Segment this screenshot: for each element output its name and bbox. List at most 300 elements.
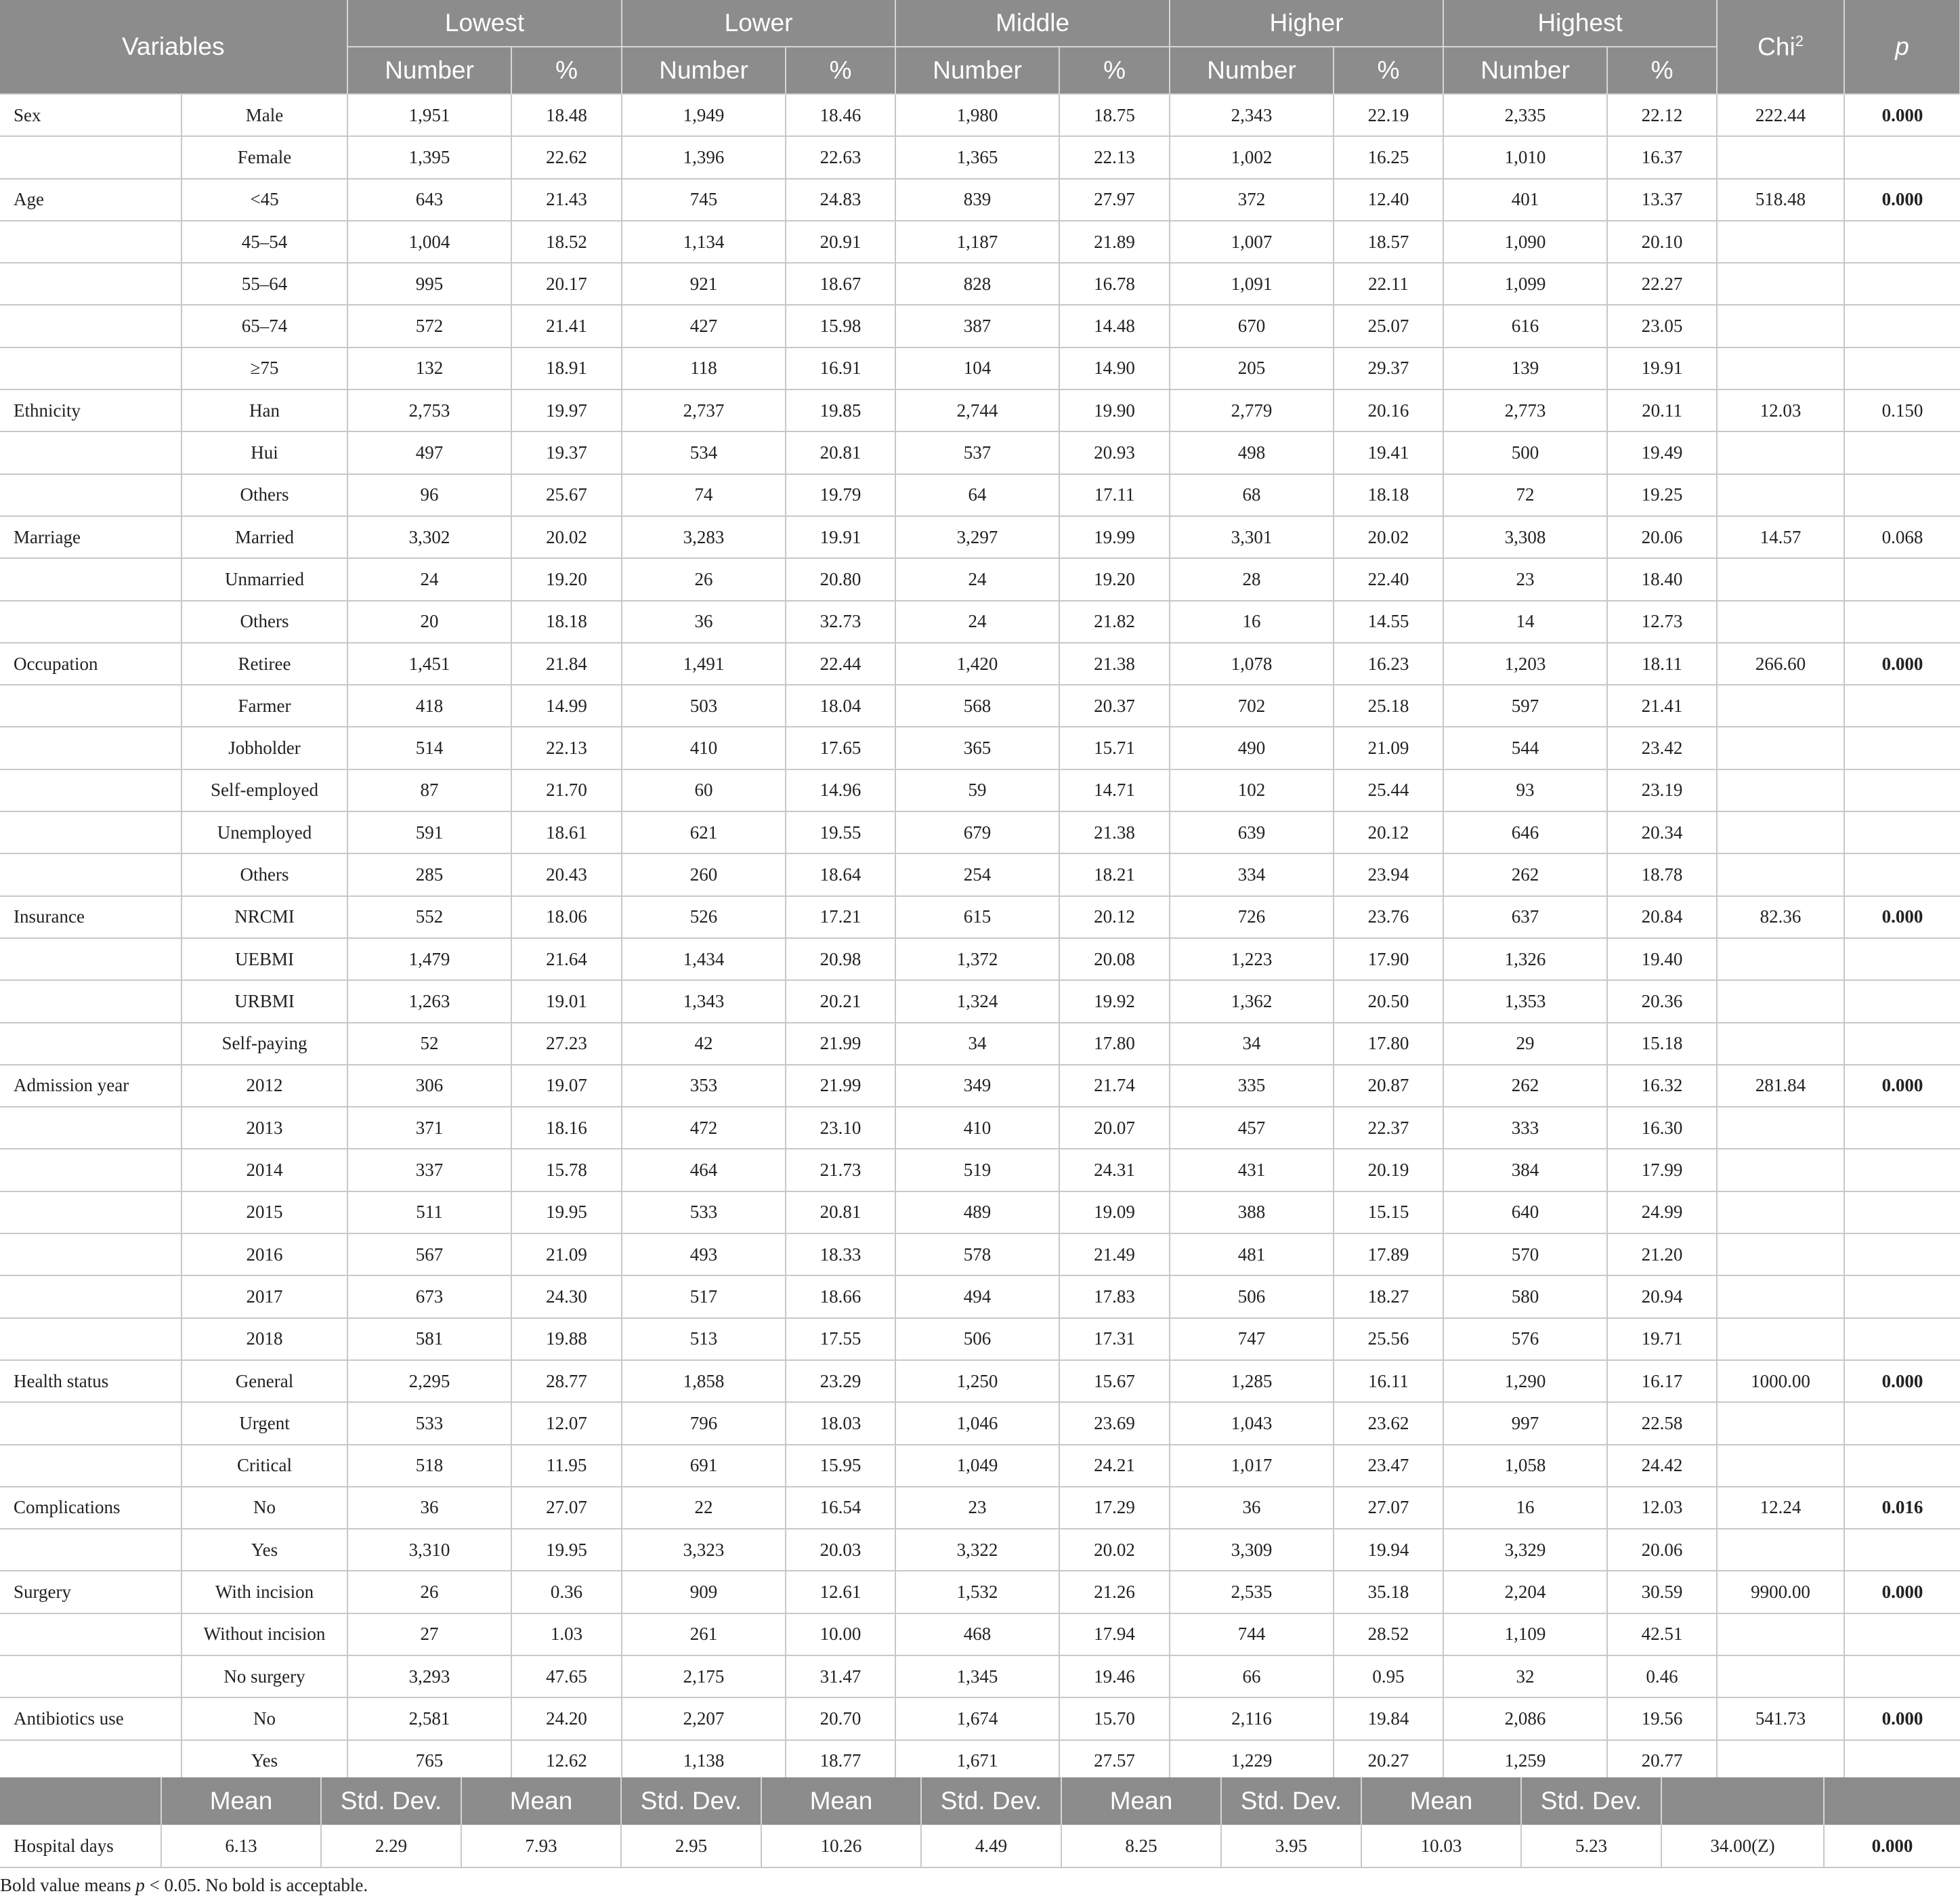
percent-cell: 16.11 bbox=[1334, 1360, 1443, 1402]
table-row bbox=[0, 980, 1960, 1022]
number-cell: 1,420 bbox=[895, 643, 1059, 685]
p-value: 0.000 bbox=[1844, 179, 1960, 221]
number-cell: 2,335 bbox=[1443, 94, 1607, 136]
table-header bbox=[0, 0, 1960, 94]
number-cell: 260 bbox=[622, 853, 786, 895]
number-cell: 365 bbox=[895, 727, 1059, 769]
percent-cell: 22.40 bbox=[1334, 558, 1443, 600]
percent-cell: 21.74 bbox=[1059, 1065, 1170, 1107]
number-cell: 490 bbox=[1170, 727, 1334, 769]
percent-cell: 22.19 bbox=[1334, 94, 1443, 136]
percent-cell: 24.31 bbox=[1059, 1149, 1170, 1191]
percent-cell: 11.95 bbox=[511, 1445, 622, 1487]
percent-cell: 18.33 bbox=[786, 1233, 895, 1275]
table-row bbox=[0, 516, 1960, 558]
percent-cell: 23.69 bbox=[1059, 1402, 1170, 1444]
category-label: With incision bbox=[182, 1571, 347, 1613]
number-cell: 72 bbox=[1443, 474, 1607, 516]
percent-cell: 16.54 bbox=[786, 1487, 895, 1529]
number-cell: 3,310 bbox=[347, 1529, 511, 1571]
percent-cell: 23.29 bbox=[786, 1360, 895, 1402]
percent-cell: 20.03 bbox=[786, 1529, 895, 1571]
variable-label bbox=[0, 769, 182, 811]
category-label: Unmarried bbox=[182, 558, 347, 600]
header-group-highest: Highest bbox=[1443, 0, 1717, 47]
category-label: 2018 bbox=[182, 1318, 347, 1360]
percent-cell: 22.13 bbox=[511, 727, 622, 769]
mean-header-row bbox=[0, 1777, 1960, 1825]
number-cell: 500 bbox=[1443, 431, 1607, 473]
p-value bbox=[1844, 769, 1960, 811]
number-cell: 28 bbox=[1170, 558, 1334, 600]
category-label: Yes bbox=[182, 1529, 347, 1571]
percent-cell: 19.91 bbox=[1607, 347, 1717, 389]
percent-cell: 16.25 bbox=[1334, 136, 1443, 178]
category-label: Unemployed bbox=[182, 811, 347, 853]
number-cell: 371 bbox=[347, 1107, 511, 1149]
header-p: p bbox=[1844, 0, 1960, 94]
variable-label: Complications bbox=[0, 1487, 182, 1529]
number-cell: 580 bbox=[1443, 1275, 1607, 1317]
chi-value bbox=[1717, 558, 1844, 600]
header-number: Number bbox=[622, 47, 786, 94]
mean-value: 10.03 bbox=[1361, 1825, 1521, 1867]
table-row bbox=[0, 1233, 1960, 1275]
number-cell: 796 bbox=[622, 1402, 786, 1444]
category-label: Urgent bbox=[182, 1402, 347, 1444]
number-cell: 2,535 bbox=[1170, 1571, 1334, 1613]
number-cell: 3,309 bbox=[1170, 1529, 1334, 1571]
percent-cell: 18.91 bbox=[511, 347, 622, 389]
percent-cell: 20.77 bbox=[1607, 1740, 1717, 1782]
category-label: 65–74 bbox=[182, 305, 347, 347]
percent-cell: 23.05 bbox=[1607, 305, 1717, 347]
percent-cell: 30.59 bbox=[1607, 1571, 1717, 1613]
number-cell: 262 bbox=[1443, 853, 1607, 895]
p-value bbox=[1844, 1149, 1960, 1191]
number-cell: 59 bbox=[895, 769, 1059, 811]
number-cell: 511 bbox=[347, 1191, 511, 1233]
category-label: 2015 bbox=[182, 1191, 347, 1233]
percent-cell: 16.37 bbox=[1607, 136, 1717, 178]
percent-cell: 14.96 bbox=[786, 769, 895, 811]
table-row bbox=[0, 1149, 1960, 1191]
number-cell: 519 bbox=[895, 1149, 1059, 1191]
percent-cell: 21.09 bbox=[511, 1233, 622, 1275]
chi-value bbox=[1717, 431, 1844, 473]
percent-cell: 17.11 bbox=[1059, 474, 1170, 516]
percent-cell: 19.90 bbox=[1059, 389, 1170, 431]
number-cell: 534 bbox=[622, 431, 786, 473]
percent-cell: 18.61 bbox=[511, 811, 622, 853]
percent-cell: 31.47 bbox=[786, 1655, 895, 1697]
number-cell: 1,046 bbox=[895, 1402, 1059, 1444]
std-header: Std. Dev. bbox=[921, 1777, 1061, 1825]
percent-cell: 19.95 bbox=[511, 1529, 622, 1571]
percent-cell: 24.20 bbox=[511, 1697, 622, 1739]
variable-label bbox=[0, 431, 182, 473]
percent-cell: 27.07 bbox=[511, 1487, 622, 1529]
p-value bbox=[1844, 1402, 1960, 1444]
number-cell: 544 bbox=[1443, 727, 1607, 769]
percent-cell: 27.23 bbox=[511, 1023, 622, 1065]
variable-label bbox=[0, 1740, 182, 1782]
percent-cell: 20.08 bbox=[1059, 938, 1170, 980]
number-cell: 497 bbox=[347, 431, 511, 473]
number-cell: 745 bbox=[622, 179, 786, 221]
percent-cell: 23.10 bbox=[786, 1107, 895, 1149]
mean-header: Mean bbox=[761, 1777, 921, 1825]
chi-value bbox=[1717, 1529, 1844, 1571]
number-cell: 995 bbox=[347, 263, 511, 305]
p-value bbox=[1844, 980, 1960, 1022]
number-cell: 3,293 bbox=[347, 1655, 511, 1697]
p-value bbox=[1844, 1318, 1960, 1360]
p-value bbox=[1844, 305, 1960, 347]
header-group-middle: Middle bbox=[895, 0, 1170, 47]
table-row bbox=[0, 221, 1960, 263]
chi-value bbox=[1717, 811, 1844, 853]
percent-cell: 21.49 bbox=[1059, 1233, 1170, 1275]
number-cell: 1,259 bbox=[1443, 1740, 1607, 1782]
percent-cell: 18.06 bbox=[511, 896, 622, 938]
number-cell: 1,434 bbox=[622, 938, 786, 980]
number-cell: 828 bbox=[895, 263, 1059, 305]
number-cell: 1,345 bbox=[895, 1655, 1059, 1697]
number-cell: 643 bbox=[347, 179, 511, 221]
number-cell: 615 bbox=[895, 896, 1059, 938]
percent-cell: 17.94 bbox=[1059, 1613, 1170, 1655]
percent-cell: 19.85 bbox=[786, 389, 895, 431]
percent-cell: 20.12 bbox=[1059, 896, 1170, 938]
percent-cell: 19.99 bbox=[1059, 516, 1170, 558]
number-cell: 34 bbox=[895, 1023, 1059, 1065]
percent-cell: 19.55 bbox=[786, 811, 895, 853]
category-label: 45–54 bbox=[182, 221, 347, 263]
category-label: 55–64 bbox=[182, 263, 347, 305]
p-value: 0.000 bbox=[1844, 643, 1960, 685]
table-row bbox=[0, 1571, 1960, 1613]
mean-header: Mean bbox=[161, 1777, 321, 1825]
variable-label bbox=[0, 853, 182, 895]
percent-cell: 19.25 bbox=[1607, 474, 1717, 516]
chi-value bbox=[1717, 1318, 1844, 1360]
number-cell: 1,007 bbox=[1170, 221, 1334, 263]
percent-cell: 17.80 bbox=[1059, 1023, 1170, 1065]
number-cell: 909 bbox=[622, 1571, 786, 1613]
table-row bbox=[0, 1360, 1960, 1402]
number-cell: 568 bbox=[895, 685, 1059, 727]
number-cell: 552 bbox=[347, 896, 511, 938]
percent-cell: 16.23 bbox=[1334, 643, 1443, 685]
category-label: Others bbox=[182, 853, 347, 895]
category-label: 2012 bbox=[182, 1065, 347, 1107]
number-cell: 691 bbox=[622, 1445, 786, 1487]
chi-value bbox=[1717, 980, 1844, 1022]
number-cell: 96 bbox=[347, 474, 511, 516]
table-row bbox=[0, 1445, 1960, 1487]
mean-value: 6.13 bbox=[161, 1825, 321, 1867]
number-cell: 1,949 bbox=[622, 94, 786, 136]
number-cell: 702 bbox=[1170, 685, 1334, 727]
table-row bbox=[0, 474, 1960, 516]
percent-cell: 19.07 bbox=[511, 1065, 622, 1107]
table-row bbox=[0, 1613, 1960, 1655]
percent-cell: 21.82 bbox=[1059, 601, 1170, 643]
percent-cell: 20.02 bbox=[1059, 1529, 1170, 1571]
number-cell: 597 bbox=[1443, 685, 1607, 727]
table-row bbox=[0, 94, 1960, 136]
number-cell: 493 bbox=[622, 1233, 786, 1275]
chi-value bbox=[1717, 769, 1844, 811]
number-cell: 1,372 bbox=[895, 938, 1059, 980]
number-cell: 621 bbox=[622, 811, 786, 853]
table-row bbox=[0, 431, 1960, 473]
number-cell: 513 bbox=[622, 1318, 786, 1360]
number-cell: 673 bbox=[347, 1275, 511, 1317]
number-cell: 514 bbox=[347, 727, 511, 769]
p-value: 0.068 bbox=[1844, 516, 1960, 558]
mean-value: 7.93 bbox=[461, 1825, 621, 1867]
header-percent: % bbox=[786, 47, 895, 94]
percent-cell: 20.50 bbox=[1334, 980, 1443, 1022]
chi-value bbox=[1717, 1275, 1844, 1317]
p-value bbox=[1844, 263, 1960, 305]
category-label: Self-paying bbox=[182, 1023, 347, 1065]
percent-cell: 12.07 bbox=[511, 1402, 622, 1444]
number-cell: 591 bbox=[347, 811, 511, 853]
number-cell: 20 bbox=[347, 601, 511, 643]
category-label: Without incision bbox=[182, 1613, 347, 1655]
percent-cell: 18.04 bbox=[786, 685, 895, 727]
std-value: 2.29 bbox=[321, 1825, 461, 1867]
number-cell: 1,285 bbox=[1170, 1360, 1334, 1402]
number-cell: 16 bbox=[1443, 1487, 1607, 1529]
table-row bbox=[0, 179, 1960, 221]
number-cell: 24 bbox=[895, 558, 1059, 600]
chi-value bbox=[1717, 305, 1844, 347]
p-value: 0.000 bbox=[1844, 94, 1960, 136]
percent-cell: 18.46 bbox=[786, 94, 895, 136]
percent-cell: 17.89 bbox=[1334, 1233, 1443, 1275]
header-percent: % bbox=[1334, 47, 1443, 94]
p-value: 0.016 bbox=[1844, 1487, 1960, 1529]
header-percent: % bbox=[1607, 47, 1717, 94]
percent-cell: 20.98 bbox=[786, 938, 895, 980]
number-cell: 2,204 bbox=[1443, 1571, 1607, 1613]
number-cell: 1,263 bbox=[347, 980, 511, 1022]
table-row bbox=[0, 1023, 1960, 1065]
number-cell: 1,396 bbox=[622, 136, 786, 178]
number-cell: 2,207 bbox=[622, 1697, 786, 1739]
number-cell: 581 bbox=[347, 1318, 511, 1360]
percent-cell: 20.91 bbox=[786, 221, 895, 263]
variable-label bbox=[0, 474, 182, 516]
variable-label bbox=[0, 1275, 182, 1317]
number-cell: 1,017 bbox=[1170, 1445, 1334, 1487]
chi-value bbox=[1717, 601, 1844, 643]
number-cell: 1,138 bbox=[622, 1740, 786, 1782]
hospital-days-row bbox=[0, 1825, 1960, 1867]
percent-cell: 20.27 bbox=[1334, 1740, 1443, 1782]
percent-cell: 27.97 bbox=[1059, 179, 1170, 221]
table-row bbox=[0, 769, 1960, 811]
percent-cell: 20.93 bbox=[1059, 431, 1170, 473]
number-cell: 670 bbox=[1170, 305, 1334, 347]
number-cell: 118 bbox=[622, 347, 786, 389]
percent-cell: 0.46 bbox=[1607, 1655, 1717, 1697]
number-cell: 36 bbox=[1170, 1487, 1334, 1529]
percent-cell: 24.83 bbox=[786, 179, 895, 221]
category-label: 2017 bbox=[182, 1275, 347, 1317]
percent-cell: 24.42 bbox=[1607, 1445, 1717, 1487]
table-row bbox=[0, 1487, 1960, 1529]
percent-cell: 19.92 bbox=[1059, 980, 1170, 1022]
number-cell: 1,491 bbox=[622, 643, 786, 685]
chi-value: 541.73 bbox=[1717, 1697, 1844, 1739]
category-label: Yes bbox=[182, 1740, 347, 1782]
chi-value: 14.57 bbox=[1717, 516, 1844, 558]
p-value: 0.000 bbox=[1844, 896, 1960, 938]
number-cell: 3,297 bbox=[895, 516, 1059, 558]
number-cell: 1,250 bbox=[895, 1360, 1059, 1402]
percent-cell: 18.16 bbox=[511, 1107, 622, 1149]
percent-cell: 23.62 bbox=[1334, 1402, 1443, 1444]
percent-cell: 21.64 bbox=[511, 938, 622, 980]
p-value: 0.000 bbox=[1844, 1360, 1960, 1402]
percent-cell: 20.87 bbox=[1334, 1065, 1443, 1107]
percent-cell: 22.37 bbox=[1334, 1107, 1443, 1149]
percent-cell: 22.27 bbox=[1607, 263, 1717, 305]
p-value bbox=[1844, 1655, 1960, 1697]
variable-label bbox=[0, 263, 182, 305]
chi-value bbox=[1717, 938, 1844, 980]
percent-cell: 18.57 bbox=[1334, 221, 1443, 263]
variable-label: Antibiotics use bbox=[0, 1697, 182, 1739]
number-cell: 29 bbox=[1443, 1023, 1607, 1065]
percent-cell: 18.27 bbox=[1334, 1275, 1443, 1317]
number-cell: 102 bbox=[1170, 769, 1334, 811]
number-cell: 1,078 bbox=[1170, 643, 1334, 685]
percent-cell: 20.10 bbox=[1607, 221, 1717, 263]
number-cell: 1,091 bbox=[1170, 263, 1334, 305]
header-number: Number bbox=[895, 47, 1059, 94]
mean-header-blank bbox=[1824, 1777, 1960, 1825]
percent-cell: 21.41 bbox=[1607, 685, 1717, 727]
percent-cell: 18.75 bbox=[1059, 94, 1170, 136]
percent-cell: 19.01 bbox=[511, 980, 622, 1022]
p-value: 0.000 bbox=[1824, 1825, 1960, 1867]
percent-cell: 22.12 bbox=[1607, 94, 1717, 136]
number-cell: 1,532 bbox=[895, 1571, 1059, 1613]
number-cell: 1,326 bbox=[1443, 938, 1607, 980]
number-cell: 1,343 bbox=[622, 980, 786, 1022]
number-cell: 22 bbox=[622, 1487, 786, 1529]
number-cell: 1,090 bbox=[1443, 221, 1607, 263]
p-value bbox=[1844, 431, 1960, 473]
number-cell: 2,737 bbox=[622, 389, 786, 431]
number-cell: 2,744 bbox=[895, 389, 1059, 431]
number-cell: 616 bbox=[1443, 305, 1607, 347]
percent-cell: 25.44 bbox=[1334, 769, 1443, 811]
header-group-higher: Higher bbox=[1170, 0, 1443, 47]
table-row bbox=[0, 1402, 1960, 1444]
category-label: Han bbox=[182, 389, 347, 431]
percent-cell: 18.78 bbox=[1607, 853, 1717, 895]
variable-label bbox=[0, 1655, 182, 1697]
category-label: Others bbox=[182, 601, 347, 643]
percent-cell: 19.49 bbox=[1607, 431, 1717, 473]
footnote-text: Bold value means bbox=[0, 1875, 136, 1895]
percent-cell: 19.97 bbox=[511, 389, 622, 431]
percent-cell: 20.11 bbox=[1607, 389, 1717, 431]
percent-cell: 18.66 bbox=[786, 1275, 895, 1317]
number-cell: 1,099 bbox=[1443, 263, 1607, 305]
percent-cell: 17.99 bbox=[1607, 1149, 1717, 1191]
chi-value bbox=[1717, 853, 1844, 895]
number-cell: 506 bbox=[1170, 1275, 1334, 1317]
number-cell: 23 bbox=[895, 1487, 1059, 1529]
std-value: 5.23 bbox=[1521, 1825, 1661, 1867]
number-cell: 333 bbox=[1443, 1107, 1607, 1149]
footnote-text: < 0.05. No bold is acceptable. bbox=[144, 1875, 368, 1895]
number-cell: 2,116 bbox=[1170, 1697, 1334, 1739]
table-row bbox=[0, 1065, 1960, 1107]
category-label: <45 bbox=[182, 179, 347, 221]
number-cell: 1,290 bbox=[1443, 1360, 1607, 1402]
number-cell: 1,671 bbox=[895, 1740, 1059, 1782]
chi-value bbox=[1717, 221, 1844, 263]
category-label: No surgery bbox=[182, 1655, 347, 1697]
number-cell: 489 bbox=[895, 1191, 1059, 1233]
percent-cell: 18.77 bbox=[786, 1740, 895, 1782]
number-cell: 639 bbox=[1170, 811, 1334, 853]
variable-label bbox=[0, 221, 182, 263]
number-cell: 494 bbox=[895, 1275, 1059, 1317]
header-percent: % bbox=[1059, 47, 1170, 94]
percent-cell: 23.42 bbox=[1607, 727, 1717, 769]
table-row bbox=[0, 1697, 1960, 1739]
percent-cell: 23.76 bbox=[1334, 896, 1443, 938]
percent-cell: 18.52 bbox=[511, 221, 622, 263]
number-cell: 16 bbox=[1170, 601, 1334, 643]
percent-cell: 19.09 bbox=[1059, 1191, 1170, 1233]
category-label: NRCMI bbox=[182, 896, 347, 938]
percent-cell: 23.94 bbox=[1334, 853, 1443, 895]
percent-cell: 20.06 bbox=[1607, 516, 1717, 558]
chi-value bbox=[1717, 1107, 1844, 1149]
percent-cell: 20.43 bbox=[511, 853, 622, 895]
variable-label: Insurance bbox=[0, 896, 182, 938]
percent-cell: 21.84 bbox=[511, 643, 622, 685]
percent-cell: 17.31 bbox=[1059, 1318, 1170, 1360]
chi-value bbox=[1717, 474, 1844, 516]
percent-cell: 21.20 bbox=[1607, 1233, 1717, 1275]
variable-label bbox=[0, 1613, 182, 1655]
number-cell: 24 bbox=[895, 601, 1059, 643]
percent-cell: 15.95 bbox=[786, 1445, 895, 1487]
category-label: General bbox=[182, 1360, 347, 1402]
number-cell: 254 bbox=[895, 853, 1059, 895]
table-row bbox=[0, 811, 1960, 853]
table-row bbox=[0, 389, 1960, 431]
number-cell: 468 bbox=[895, 1613, 1059, 1655]
mean-header: Mean bbox=[461, 1777, 621, 1825]
percent-cell: 14.71 bbox=[1059, 769, 1170, 811]
percent-cell: 21.70 bbox=[511, 769, 622, 811]
percent-cell: 22.62 bbox=[511, 136, 622, 178]
chi-value bbox=[1717, 1191, 1844, 1233]
